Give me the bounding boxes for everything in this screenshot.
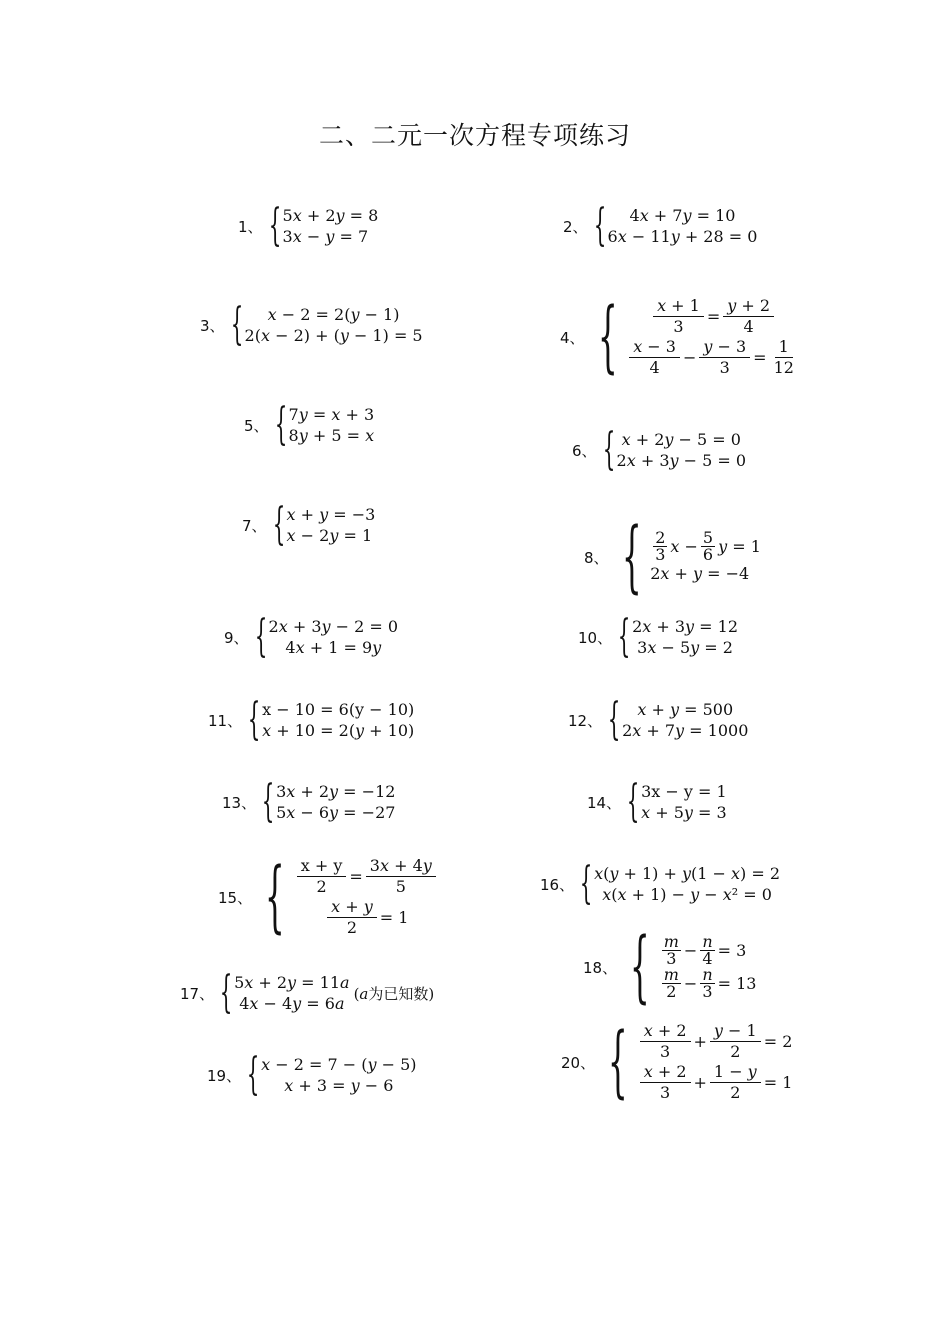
problem-number: 9、 <box>224 628 249 647</box>
problem-6 <box>572 424 747 475</box>
problem-7 <box>242 499 376 550</box>
problem-number: 1、 <box>238 217 263 236</box>
equation: 3x − y = 1 <box>641 782 727 801</box>
problem-5 <box>244 399 375 450</box>
problem-number: 11、 <box>208 711 243 730</box>
equation: 𝑥 + 𝑦 = 500 <box>637 700 734 719</box>
problem-17 <box>180 967 435 1018</box>
problem-8 <box>584 512 761 602</box>
problem-number: 18、 <box>583 958 618 977</box>
problem-number: 7、 <box>242 516 267 535</box>
brace-icon: { <box>602 424 615 475</box>
problem-number: 12、 <box>568 711 603 730</box>
equation: $\frac{\text{𝑚}}{3}$ − $\frac{\text{𝑛}}{4}$ = 3 <box>663 932 747 968</box>
equation: 𝑥 + 2𝑦 − 5 = 0 <box>621 430 741 449</box>
problem-number: 6、 <box>572 441 597 460</box>
equation: 8𝑦 + 5 = 𝑥 <box>288 426 375 445</box>
problem-number: 10、 <box>578 628 613 647</box>
equation-system <box>294 856 439 938</box>
problem-9 <box>224 611 399 662</box>
equation: 6𝑥 − 11𝑦 + 28 = 0 <box>607 227 758 246</box>
equation: 4𝑥 − 4𝑦 = 6𝑎 <box>239 994 345 1013</box>
fraction: $\frac{\text{𝑚}}{2}$ <box>663 965 679 1001</box>
brace-icon: { <box>272 499 285 550</box>
fraction: $\frac{x + y}{2}$ <box>297 856 347 897</box>
equation: 𝑥 + 3 = 𝑦 − 6 <box>284 1076 394 1095</box>
equation: 3𝑥 − 𝑦 = 7 <box>282 227 369 246</box>
problem-number: 15、 <box>218 888 253 907</box>
problem-4 <box>560 292 801 382</box>
equation-system <box>261 1054 416 1096</box>
problem-19 <box>207 1049 417 1100</box>
fraction: $\frac{\text{𝑚}}{3}$ <box>663 932 679 968</box>
brace-icon: { <box>230 299 243 350</box>
fraction: $\frac{\text{𝑥 + 1}}{3}$ <box>653 296 704 337</box>
brace-icon: { <box>607 1017 628 1107</box>
equation: x − 10 = 6(y − 10) <box>262 700 415 719</box>
fraction: $\frac{\text{3𝑥 + 4𝑦}}{5}$ <box>366 856 436 897</box>
problem-number: 3、 <box>200 316 225 335</box>
equation: 4𝑥 + 1 = 9𝑦 <box>285 638 382 657</box>
note: (𝑎为已知数) <box>353 984 435 1003</box>
equation: 2(𝑥 − 2) + (𝑦 − 1) = 5 <box>244 326 423 345</box>
fraction: $\frac{\text{𝑛}}{4}$ <box>702 932 713 968</box>
brace-icon: { <box>254 611 267 662</box>
problem-3 <box>200 299 423 350</box>
equation: $\frac{\text{𝑥 + 2}}{3}$ + $\frac{\text{1 − 𝑦}}{2}$ = 1 <box>637 1062 793 1103</box>
problem-number: 20、 <box>561 1053 596 1072</box>
equation-system <box>641 781 727 823</box>
brace-icon: { <box>247 694 261 745</box>
equation: 2𝑥 + 3𝑦 = 12 <box>632 617 739 636</box>
equation-system <box>622 699 748 741</box>
equation: 𝑥 + 10 = 2(𝑦 + 10) <box>262 721 415 740</box>
equation: 𝑥 − 2 = 7 − (𝑦 − 5) <box>261 1055 417 1074</box>
problem-number: 2、 <box>563 217 588 236</box>
equation-system <box>659 934 757 1000</box>
brace-icon: { <box>274 399 287 450</box>
fraction: $\frac{\text{𝑥 + 𝑦}}{2}$ <box>327 897 377 938</box>
problem-number: 4、 <box>560 328 585 347</box>
problem-number: 16、 <box>540 875 575 894</box>
equation: $\frac{\text{𝑥 − 3}}{4}$ − $\frac{\text{𝑦 − 3}}{3}$ = $\frac{1}{12}$ <box>626 337 801 378</box>
equation: $\frac{\text{𝑥 + 1}}{3}$ = $\frac{\text{𝑦 + 2}}{4}$ <box>650 296 777 337</box>
equation: 2𝑥 + 7𝑦 = 1000 <box>622 721 749 740</box>
fraction: $\frac{\text{1 − 𝑦}}{2}$ <box>710 1062 761 1103</box>
problem-20 <box>561 1017 793 1107</box>
equation-system <box>276 781 395 823</box>
problem-11 <box>208 694 415 745</box>
problem-16 <box>540 858 781 909</box>
fraction: $\frac{\text{𝑥 − 3}}{4}$ <box>629 337 680 378</box>
brace-icon: { <box>626 776 640 827</box>
brace-icon: { <box>607 694 621 745</box>
problem-number: 19、 <box>207 1066 242 1085</box>
brace-icon: { <box>629 922 650 1012</box>
problem-14 <box>587 776 727 827</box>
equation: 5𝑥 + 2𝑦 = 11𝑎 <box>234 973 350 992</box>
equation: 𝑥 + 5𝑦 = 3 <box>641 803 727 822</box>
equation-system <box>608 205 758 247</box>
problem-number: 17、 <box>180 984 215 1003</box>
brace-icon: { <box>219 967 233 1018</box>
equation: 4𝑥 + 7𝑦 = 10 <box>629 206 736 225</box>
problem-10 <box>578 611 739 662</box>
equation: 2𝑥 + 𝑦 = −4 <box>650 564 750 583</box>
problem-12 <box>568 694 749 745</box>
equation: 𝑥 + 𝑦 = −3 <box>286 505 376 524</box>
problem-15 <box>218 852 439 942</box>
equation-system <box>287 504 376 546</box>
problem-number: 8、 <box>584 548 609 567</box>
equation-system <box>269 616 399 658</box>
equation-system <box>262 699 414 741</box>
problem-number: 13、 <box>222 793 257 812</box>
equation-system <box>626 296 801 378</box>
equation: 5𝑥 − 6𝑦 = −27 <box>276 803 396 822</box>
equation: 𝑥 − 2𝑦 = 1 <box>286 526 373 545</box>
equation-system <box>632 616 738 658</box>
equation-system <box>289 404 375 446</box>
fraction: $\frac{1}{12}$ <box>773 337 794 377</box>
equation: $\frac{\text{𝑥 + 2}}{3}$ + $\frac{\text{𝑦 − 1}}{2}$ = 2 <box>637 1021 793 1062</box>
fraction: $\frac{2}{3}$ <box>655 528 666 564</box>
fraction: $\frac{\text{𝑦 − 3}}{3}$ <box>699 337 750 378</box>
equation: $\frac{\text{𝑚}}{2}$ − $\frac{\text{𝑛}}{3}$ = 13 <box>663 965 757 1001</box>
fraction: $\frac{\text{𝑦 + 2}}{4}$ <box>723 296 774 337</box>
equation-system <box>617 429 747 471</box>
equation-system <box>234 972 349 1014</box>
problem-number: 5、 <box>244 416 269 435</box>
brace-icon: { <box>261 776 275 827</box>
problem-2 <box>563 200 758 251</box>
fraction: $\frac{\text{𝑥 + 2}}{3}$ <box>640 1062 691 1103</box>
equation: 3𝑥 − 5𝑦 = 2 <box>637 638 733 657</box>
equation: $\frac{2}{3}$ 𝑥 − $\frac{5}{6}$ 𝑦 = 1 <box>655 528 761 564</box>
brace-icon: { <box>621 512 642 602</box>
brace-icon: { <box>246 1049 260 1100</box>
brace-icon: { <box>617 611 631 662</box>
page-title: 二、二元一次方程专项练习 <box>318 121 631 150</box>
equation: 2𝑥 + 3𝑦 − 2 = 0 <box>268 617 399 636</box>
equation: $\frac{\text{𝑥 + 𝑦}}{2}$ = 1 <box>324 897 408 938</box>
equation: 𝑥 − 2 = 2(𝑦 − 1) <box>267 305 400 324</box>
equation-system <box>650 530 761 584</box>
equation-system <box>283 205 379 247</box>
equation: 2𝑥 + 3𝑦 − 5 = 0 <box>616 451 747 470</box>
equation: 7𝑦 = 𝑥 + 3 <box>288 405 375 424</box>
brace-icon: { <box>597 292 618 382</box>
equation-system <box>245 304 423 346</box>
problem-13 <box>222 776 396 827</box>
equation: 𝑥(𝑥 + 1) − 𝑦 − 𝑥² = 0 <box>602 885 772 904</box>
brace-icon: { <box>264 852 285 942</box>
equation: 3𝑥 + 2𝑦 = −12 <box>276 782 396 801</box>
problem-18 <box>583 922 757 1012</box>
problem-1 <box>238 200 379 251</box>
brace-icon: { <box>268 200 281 251</box>
equation: $\frac{x + y}{2}$ = $\frac{\text{3𝑥 + 4𝑦}}{5}$ <box>294 856 439 897</box>
brace-icon: { <box>579 858 593 909</box>
fraction: $\frac{5}{6}$ <box>702 528 714 564</box>
fraction: $\frac{\text{𝑦 − 1}}{2}$ <box>710 1021 761 1062</box>
equation: 𝑥(𝑦 + 1) + 𝑦(1 − 𝑥) = 2 <box>594 864 781 883</box>
fraction: $\frac{\text{𝑥 + 2}}{3}$ <box>640 1021 691 1062</box>
equation: 5𝑥 + 2𝑦 = 8 <box>282 206 379 225</box>
equation-system <box>594 863 780 905</box>
fraction: $\frac{\text{𝑛}}{3}$ <box>702 965 713 1001</box>
problem-number: 14、 <box>587 793 622 812</box>
brace-icon: { <box>593 200 606 251</box>
equation-system <box>637 1021 793 1103</box>
